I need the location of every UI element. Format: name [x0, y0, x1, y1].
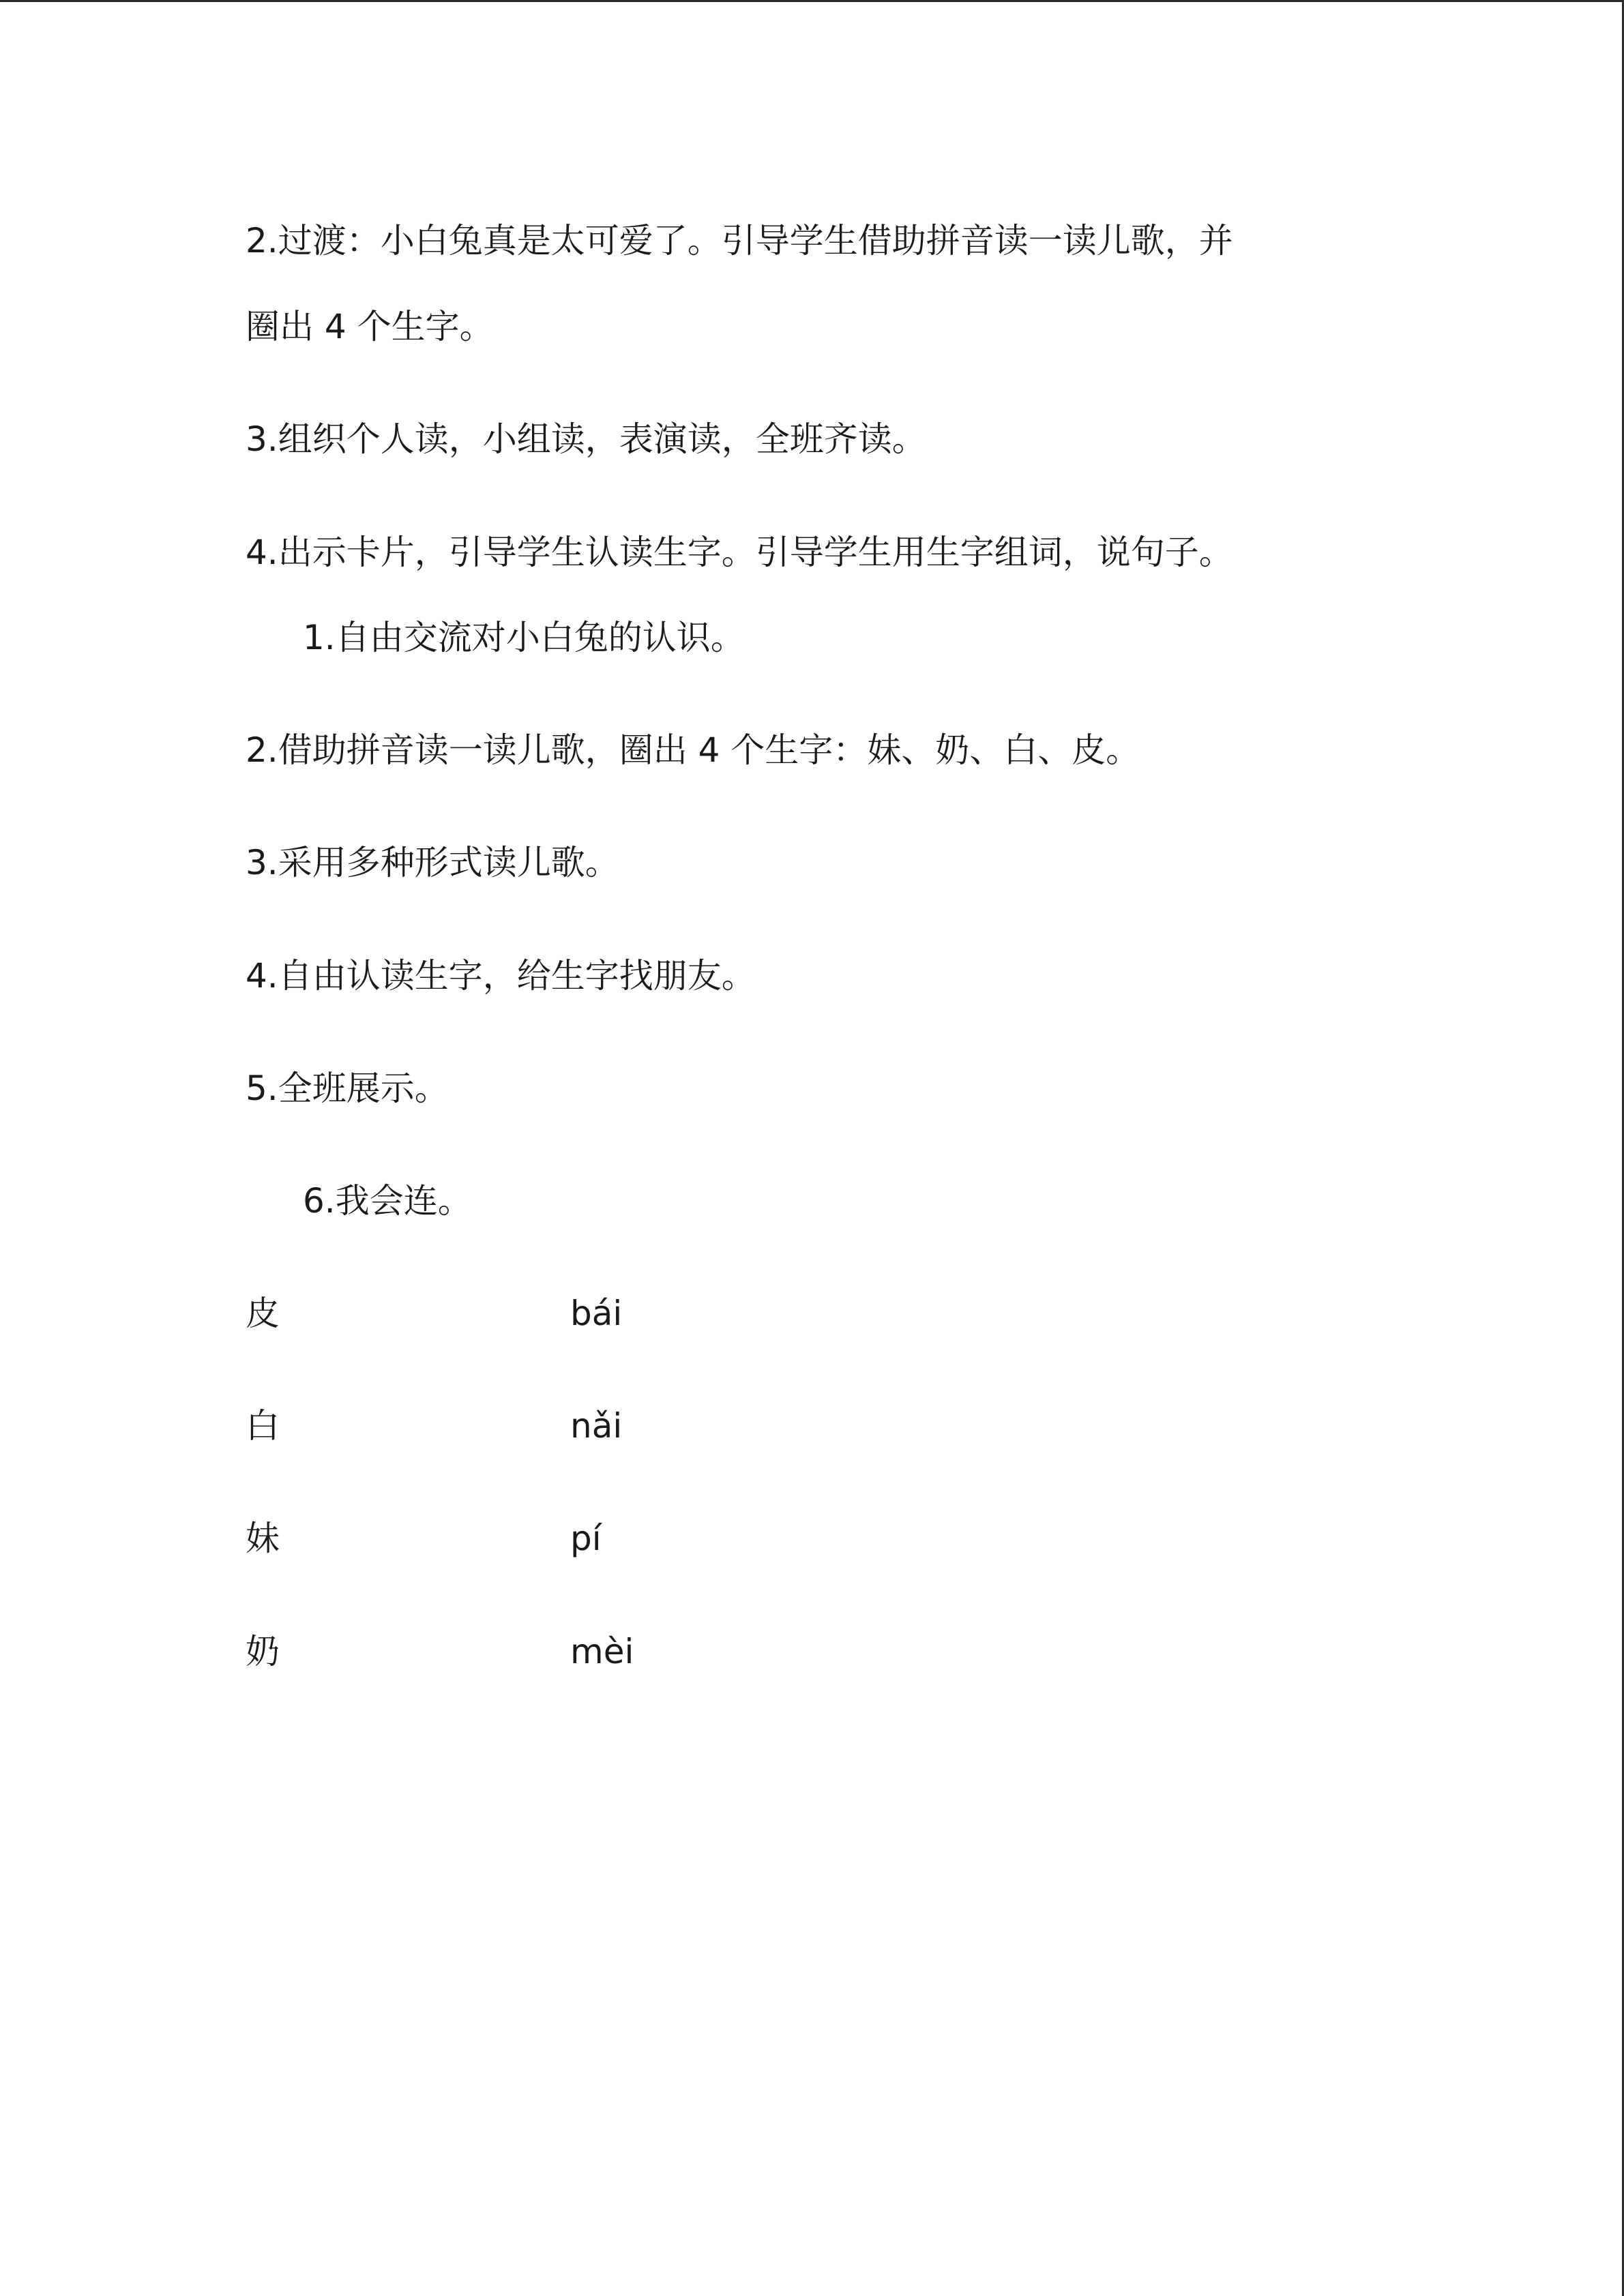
match-character: 白	[246, 1406, 280, 1446]
teacher-step-2-line-1: 2.过渡：小白兔真是太可爱了。引导学生借助拼音读一读儿歌，并	[246, 221, 1233, 260]
match-character: 妹	[246, 1519, 280, 1558]
match-pinyin: nǎi	[570, 1406, 623, 1446]
student-step-6: 6.我会连。	[303, 1181, 472, 1221]
student-step-2: 2.借助拼音读一读儿歌，圈出 4 个生字：妹、奶、白、皮。	[246, 730, 1140, 770]
match-pinyin: pí	[570, 1519, 602, 1558]
student-step-1: 1.自由交流对小白兔的认识。	[303, 618, 745, 657]
student-step-5: 5.全班展示。	[246, 1069, 449, 1108]
student-step-3: 3.采用多种形式读儿歌。	[246, 843, 619, 882]
match-character: 皮	[246, 1294, 280, 1333]
match-pinyin: mèi	[570, 1632, 634, 1671]
match-character: 奶	[246, 1632, 280, 1671]
teacher-step-3: 3.组织个人读，小组读，表演读，全班齐读。	[246, 419, 926, 459]
match-pinyin: bái	[570, 1294, 623, 1333]
student-step-4: 4.自由认读生字，给生字找朋友。	[246, 956, 756, 996]
teacher-step-2-line-2: 圈出 4 个生字。	[246, 307, 494, 346]
teacher-step-4: 4.出示卡片，引导学生认读生字。引导学生用生字组词，说句子。	[246, 533, 1233, 572]
